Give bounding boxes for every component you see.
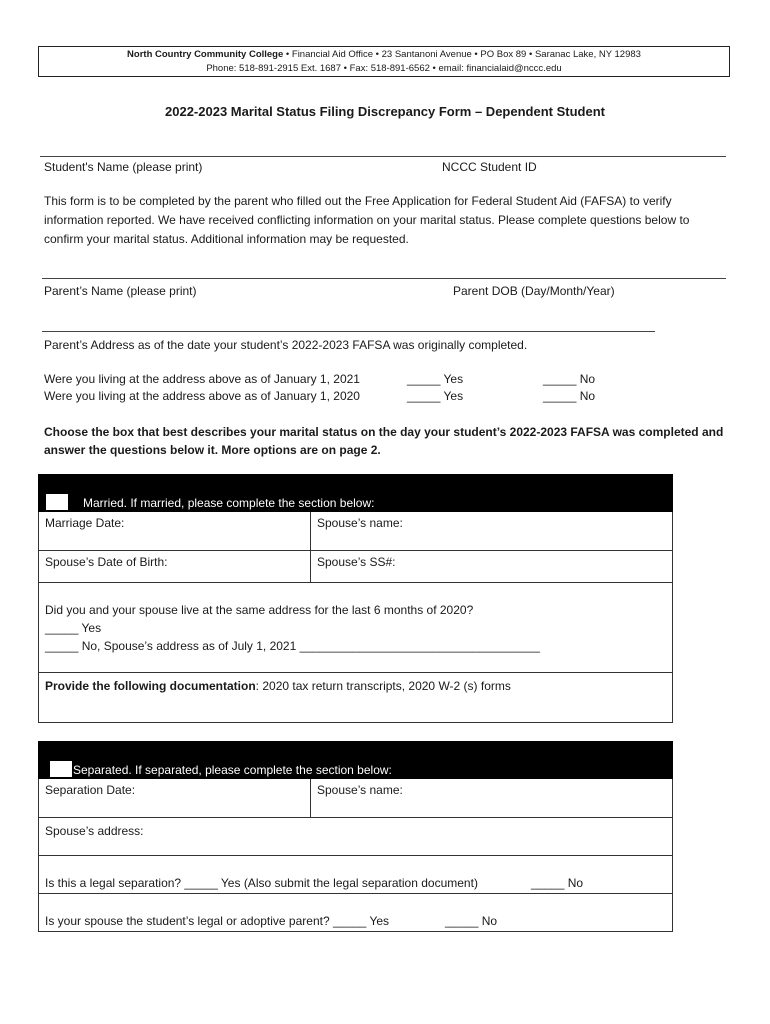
spouse-address-field[interactable] (39, 818, 672, 855)
living-2020-no[interactable]: _____ No (543, 389, 596, 403)
legal-separation-no[interactable]: _____ No (531, 876, 584, 890)
same-address-question: Did you and your spouse live at the same address for the last 6 months of 2020? (45, 603, 474, 617)
college-name: North Country Community College (127, 49, 284, 60)
parent-dob-label: Parent DOB (Day/Month/Year) (453, 284, 615, 298)
documentation-list: : 2020 tax return transcripts, 2020 W-2 (s) forms (255, 679, 511, 693)
separated-row-3 (39, 855, 672, 893)
marriage-date-label: Marriage Date: (45, 516, 125, 530)
separated-row-2 (39, 817, 672, 855)
same-address-no[interactable]: _____ No, Spouse’s address as of July 1, 2021 ____________________________________ (45, 639, 540, 653)
separated-checkbox[interactable] (50, 761, 72, 777)
same-address-yes[interactable]: _____ Yes (45, 621, 102, 635)
header-contact: Phone: 518-891-2915 Ext. 1687 • Fax: 518-891-6562 • email: financialaid@nccc.edu (206, 63, 562, 74)
documentation-bold: Provide the following documentation (45, 679, 256, 693)
living-2021-no[interactable]: _____ No (543, 372, 596, 386)
student-id-label: NCCC Student ID (442, 160, 537, 174)
separated-spouse-name-label: Spouse’s name: (317, 783, 403, 797)
separated-row-1 (39, 779, 672, 817)
office-address: • Financial Aid Office • 23 Santanoni Avenue • PO Box 89 • Saranac Lake, NY 12983 (283, 49, 641, 60)
married-spouse-name-field[interactable] (310, 512, 672, 550)
spouse-ssn-label: Spouse’s SS#: (317, 555, 396, 569)
marital-status-instruction: Choose the box that best describes your marital status on the day your student’s 2022-2023 FAFSA was completed and answer the questions below it. More options are on page 2. (44, 425, 724, 457)
living-2020-question: Were you living at the address above as of January 1, 2020 (44, 389, 360, 403)
marriage-date-field[interactable] (39, 512, 310, 550)
separated-header (38, 741, 673, 779)
college-header (38, 46, 730, 77)
form-title: 2022-2023 Marital Status Filing Discrepancy Form – Dependent Student (165, 104, 605, 119)
legal-separation-question[interactable]: Is this a legal separation? _____ Yes (Also submit the legal separation document) (45, 876, 478, 890)
separated-section (38, 741, 673, 932)
spouse-ssn-field[interactable] (310, 551, 672, 582)
legal-parent-no[interactable]: _____ No (445, 914, 498, 928)
parent-name-line[interactable] (42, 278, 726, 279)
separated-row-4 (39, 893, 672, 931)
separated-spouse-name-field[interactable] (310, 779, 672, 817)
student-name-line[interactable] (40, 156, 726, 157)
parent-name-label: Parent’s Name (please print) (44, 284, 197, 298)
married-row-4 (39, 672, 672, 722)
legal-parent-question[interactable]: Is your spouse the student’s legal or adoptive parent? _____ Yes (45, 914, 390, 928)
documentation-note (45, 679, 511, 693)
living-2020-yes[interactable]: _____ Yes (407, 389, 464, 403)
separated-header-text: Separated. If separated, please complete the section below: (73, 763, 392, 777)
separated-table (38, 779, 673, 932)
header-line-1 (39, 48, 729, 62)
spouse-dob-label: Spouse’s Date of Birth: (45, 555, 168, 569)
married-section (38, 474, 673, 723)
married-header (38, 474, 673, 512)
married-row-3 (39, 582, 672, 672)
married-row-2 (39, 550, 672, 582)
parent-address-label: Parent’s Address as of the date your student’s 2022-2023 FAFSA was originally completed. (44, 338, 528, 352)
married-table (38, 512, 673, 723)
spouse-dob-field[interactable] (39, 551, 310, 582)
spouse-address-label: Spouse’s address: (45, 824, 144, 838)
living-2021-question: Were you living at the address above as of January 1, 2021 (44, 372, 360, 386)
married-spouse-name-label: Spouse’s name: (317, 516, 403, 530)
intro-paragraph: This form is to be completed by the parent who filled out the Free Application for Federal Student Aid (FAFSA) to verify information reported. We have received conflicting information on your marital status. Please complete questions below to confirm your marital status. Additional information may be requested. (44, 194, 690, 246)
living-2021-yes[interactable]: _____ Yes (407, 372, 464, 386)
married-checkbox[interactable] (46, 494, 68, 510)
separation-date-field[interactable] (39, 779, 310, 817)
married-header-text: Married. If married, please complete the section below: (83, 496, 375, 510)
separation-date-label: Separation Date: (45, 783, 136, 797)
student-name-label: Student's Name (please print) (44, 160, 203, 174)
married-row-1 (39, 512, 672, 550)
parent-address-line[interactable] (42, 331, 655, 332)
